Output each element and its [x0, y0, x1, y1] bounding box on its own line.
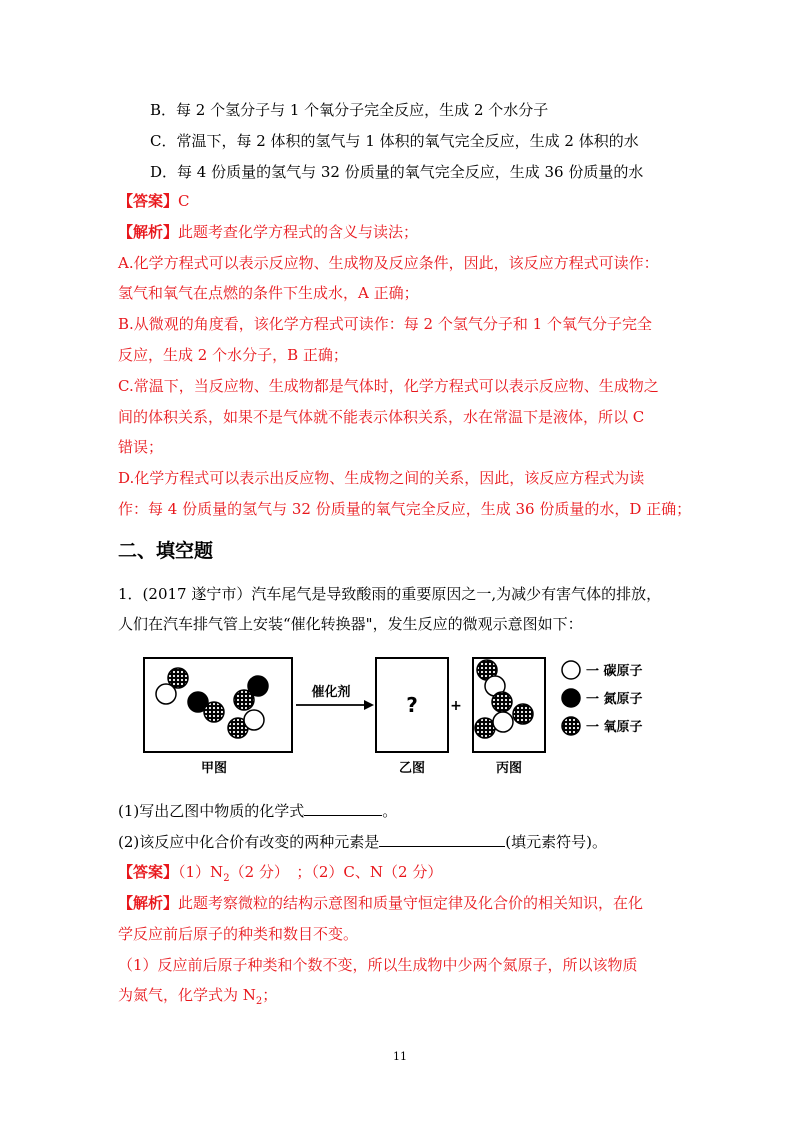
option-c: C．常温下，每 2 体积的氢气与 1 体积的氧气完全反应，生成 2 体积的水 — [150, 132, 639, 150]
carbon-atom — [244, 710, 264, 730]
oxygen-atom — [234, 690, 254, 710]
oxygen-atom — [513, 704, 533, 724]
reaction-diagram — [140, 650, 700, 776]
page-number: 11 — [393, 1050, 407, 1063]
analysis-1-intro-line — [118, 222, 418, 242]
question-part-2 — [118, 832, 607, 852]
legend-oxygen-label: 一 氧原子 — [586, 720, 643, 735]
plus-sign: + — [450, 698, 462, 714]
carbon-atom — [156, 684, 176, 704]
analysis-2-text: 此题考察微粒的结构示意图和质量守恒定律及化合价的相关知识，在化 — [178, 894, 644, 912]
q1-end: 。 — [382, 802, 398, 820]
q1-text: (1)写出乙图中物质的化学式 — [118, 802, 305, 820]
label-yi: 乙图 — [398, 761, 426, 776]
legend-nitrogen-icon — [562, 689, 580, 707]
question-mark: ? — [406, 693, 418, 717]
question-line-2: 人们在汽车排气管上安装“催化转换器"，发生反应的微观示意图如下： — [118, 615, 583, 633]
analysis-1-intro: 此题考查化学方程式的含义与读法； — [178, 223, 419, 241]
answer-2-sub: 2 — [223, 873, 230, 884]
q2-end: (填元素符号)。 — [505, 833, 607, 851]
label-jia: 甲图 — [200, 761, 228, 776]
legend-nitrogen-label: 一 氮原子 — [586, 692, 643, 707]
analysis-1-line: 错误； — [118, 438, 164, 456]
analysis-1-line: A.化学方程式可以表示反应物、生成物及反应条件，因此，该反应方程式可读作： — [118, 254, 659, 272]
legend-carbon-icon — [562, 661, 580, 679]
answer-1 — [118, 191, 190, 211]
legend-oxygen-icon — [562, 717, 580, 735]
analysis-1-label: 【解析】 — [118, 223, 179, 241]
analysis-2-label: 【解析】 — [118, 894, 179, 912]
q2-text: (2)该反应中化合价有改变的两种元素是 — [118, 833, 380, 851]
analysis-2-line-4a: 为氮气，化学式为 N — [118, 986, 256, 1004]
oxygen-atom — [475, 718, 495, 738]
analysis-2-line-3: （1）反应前后原子种类和个数不变，所以生成物中少两个氮原子，所以该物质 — [118, 956, 638, 974]
analysis-1-line: 反应，生成 2 个水分子，B 正确； — [118, 346, 348, 364]
analysis-2-line-4 — [118, 985, 277, 1005]
legend-carbon-label: 一 碳原子 — [586, 664, 643, 679]
answer-2-part2: （2 分） ；（2）C、N（2 分） — [229, 863, 443, 881]
option-b: B．每 2 个氢分子与 1 个氧分子完全反应，生成 2 个水分子 — [150, 101, 549, 119]
question-line-1: 1．(2017 遂宁市）汽车尾气是导致酸雨的重要原因之一,为减少有害气体的排放， — [118, 585, 662, 603]
question-part-1 — [118, 801, 397, 821]
q1-answer-blank — [304, 801, 382, 816]
analysis-2-line-1 — [118, 893, 643, 913]
answer-2 — [118, 862, 442, 882]
analysis-2-line-2: 学反应前后原子的种类和数目不变。 — [118, 925, 359, 943]
analysis-1-line: D.化学方程式可以表示出反应物、生成物之间的关系，因此，该反应方程式为读 — [118, 469, 645, 487]
catalyst-label: 催化剂 — [311, 685, 351, 700]
analysis-2-line-4b: ； — [262, 986, 278, 1004]
analysis-1-line: C.常温下，当反应物、生成物都是气体时，化学方程式可以表示反应物、生成物之 — [118, 377, 659, 395]
carbon-atom — [493, 712, 513, 732]
answer-2-part1: （1）N — [178, 863, 224, 881]
oxygen-atom — [492, 692, 512, 712]
analysis-2-line-4-sub: 2 — [255, 996, 263, 1007]
option-d: D．每 4 份质量的氢气与 32 份质量的氧气完全反应，生成 36 份质量的水 — [150, 163, 644, 181]
answer-1-value: C — [178, 192, 190, 210]
oxygen-atom — [204, 702, 224, 722]
q2-answer-blank — [379, 832, 505, 847]
answer-1-label: 【答案】 — [118, 192, 179, 210]
answer-2-label: 【答案】 — [118, 863, 179, 881]
analysis-1-line: 间的体积关系，如果不是气体就不能表示体积关系，水在常温下是液体，所以 C — [118, 408, 645, 426]
arrow-head — [364, 700, 374, 710]
analysis-1-line: 作：每 4 份质量的氢气与 32 份质量的氧气完全反应，生成 36 份质量的水，D 正确； — [118, 500, 692, 518]
section-title: 二、填空题 — [118, 540, 214, 562]
analysis-1-line: 氢气和氧气在点燃的条件下生成水，A 正确； — [118, 284, 419, 302]
analysis-1-line: B.从微观的角度看，该化学方程式可读作：每 2 个氢气分子和 1 个氧气分子完全 — [118, 315, 652, 333]
label-bing: 丙图 — [495, 761, 523, 776]
